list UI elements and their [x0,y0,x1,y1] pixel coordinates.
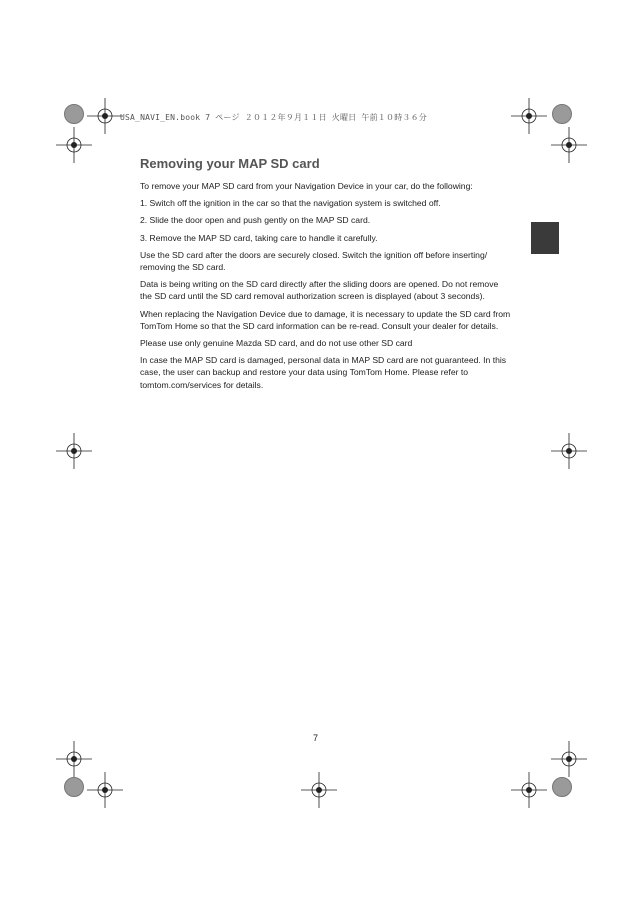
note-paragraph: Use the SD card after the doors are securely closed. Switch the ignition off before inserting/ removing the SD card. [140,249,488,273]
note-paragraph: Please use only genuine Mazda SD card, and do not use other SD card [140,338,413,349]
gray-dot-icon [64,777,84,797]
note-paragraph: When replacing the Navigation Device due to damage, it is necessary to update the SD card from TomTom Home so that the SD card information can be re-read. Consult your dealer for details. [140,308,511,331]
registration-mark-icon [56,127,92,163]
registration-mark-icon [511,772,547,808]
registration-mark-icon [551,433,587,469]
registration-mark-icon [301,772,337,808]
gray-dot-icon [552,104,572,124]
note-paragraph: In case the MAP SD card is damaged, personal data in MAP SD card are not guaranteed. In this case, the user can backup and restore your data using TomTom Home. Please refer to tomtom.com/services for details. [140,355,507,390]
page-title: Removing your MAP SD card [140,156,320,171]
step-1: 1. Switch off the ignition in the car so that the navigation system is switched off. [140,198,441,209]
page-number: 7 [313,733,319,743]
registration-mark-icon [56,433,92,469]
registration-mark-icon [551,127,587,163]
gray-dot-icon [552,777,572,797]
section-tab [531,222,559,254]
body-text [140,180,512,396]
registration-mark-icon [87,98,123,134]
registration-mark-icon [87,772,123,808]
intro-paragraph: To remove your MAP SD card from your Navigation Device in your car, do the following: [140,181,473,191]
registration-mark-icon [511,98,547,134]
note-paragraph: Data is being writing on the SD card directly after the sliding doors are opened. Do not remove the SD card until the SD card removal authorization screen is displayed (about 3 seconds). [140,279,499,302]
step-3: 3. Remove the MAP SD card, taking care to handle it carefully. [140,232,378,243]
gray-dot-icon [64,104,84,124]
print-header: USA_NAVI_EN.book 7 ページ ２０１２年９月１１日 火曜日 午前１０時３６分 [120,113,427,122]
step-2: 2. Slide the door open and push gently on the MAP SD card. [140,215,371,226]
registration-mark-icon [551,741,587,777]
